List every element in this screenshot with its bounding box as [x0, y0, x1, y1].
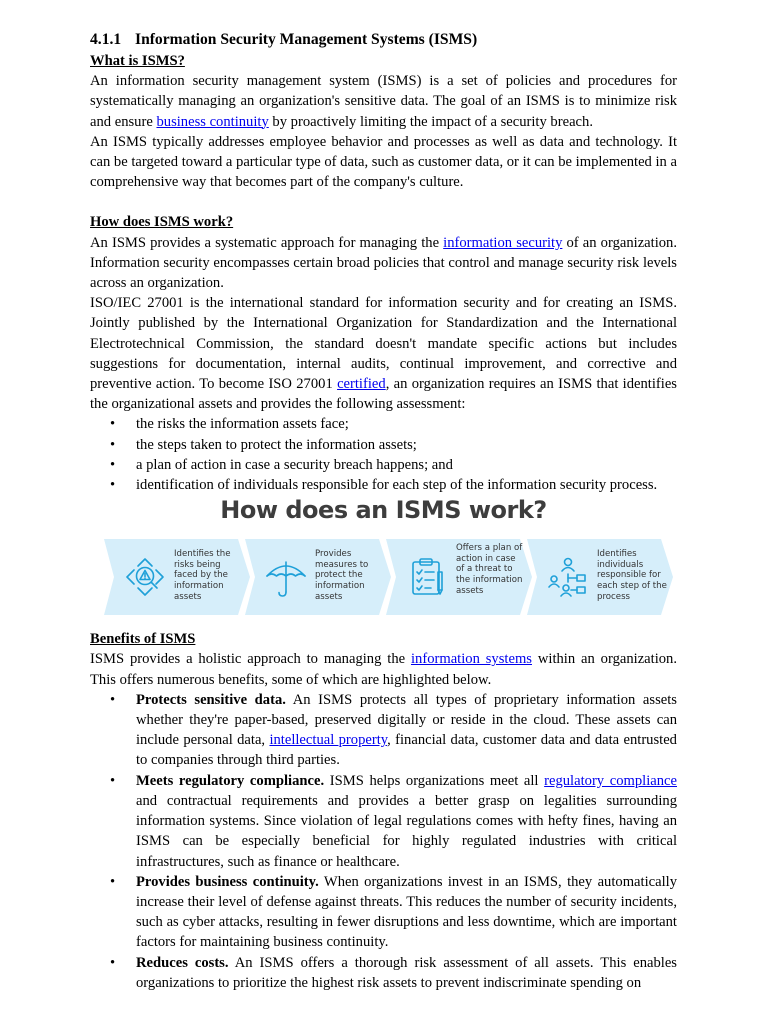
figure-title: How does an ISMS work? [220, 496, 547, 525]
section-heading [90, 30, 677, 50]
figure-step-2 [245, 539, 391, 615]
text-run: ISMS helps organizations meet all [324, 772, 545, 789]
benefits-heading: Benefits of ISMS [90, 631, 196, 648]
text-run: ISMS provides a holistic approach to managing the [90, 651, 411, 668]
figure-steps [104, 539, 674, 615]
text-run: , financial data, customer data and data entrusted to companies through third parties. [136, 732, 677, 769]
text-run: ISO/IEC 27001 is the international standard for information security and for creating an ISMS. Jointly published by the International Organization for Standardization and the International Electrotechnical Commission, the standard doesn't mandate specific actions but includes suggestions for documentation, internal audits, continual improvement, and corrective and preventive action. To become ISO 27001 [90, 295, 677, 393]
list-item [136, 690, 677, 771]
benefit-title: Meets regulatory compliance. [136, 772, 325, 789]
list-item [136, 953, 677, 993]
figure-step-1 [104, 539, 250, 615]
text-run: An ISMS offers a thorough risk assessment of all assets. This enables organizations to prioritize the highest risk assets to prevent indiscriminate spending on [136, 954, 677, 991]
how-does-isms-work-heading: How does ISMS work? [90, 214, 234, 231]
text-run: of an organization. Information security encompasses certain broad policies that control and manage security risk levels across an organization. [90, 234, 677, 292]
list-item: • the risks the information assets face; [136, 414, 677, 434]
benefits-intro [90, 649, 677, 689]
text-run: by proactively limiting the impact of a security breach. [268, 113, 593, 130]
section-title: Information Security Management Systems (ISMS) [135, 31, 478, 48]
figure-step-4 [527, 539, 673, 615]
information-security-link[interactable]: information security [443, 234, 563, 251]
benefit-title: Protects sensitive data. [136, 691, 286, 708]
figure-step-3 [386, 539, 532, 615]
what-is-isms-heading: What is ISMS? [90, 53, 185, 69]
figure-step-text: Identifies individuals responsible for each step of the process [597, 549, 667, 602]
text-run: An ISMS provides a systematic approach for managing the [90, 234, 444, 251]
text-run: An ISMS protects all types of proprietary information assets whether they're paper-based, preserved digitally or reside in the cloud. These assets can include personal data, [136, 691, 677, 749]
business-continuity-link[interactable]: business continuity [156, 113, 269, 130]
list-item: • the steps taken to protect the information assets; [136, 435, 677, 455]
text-run: , an organization requires an ISMS that identifies the organizational assets and provides the following assessment: [90, 376, 677, 413]
benefit-title: Provides business continuity. [136, 873, 319, 890]
warning-magnifier-icon [122, 554, 168, 600]
list-item: • identification of individuals responsible for each step of the information security process. [136, 475, 677, 495]
figure-step-text: Offers a plan of action in case of a threat to the information assets [456, 543, 523, 596]
intellectual-property-link[interactable]: intellectual property [269, 732, 388, 749]
what-paragraph-1 [90, 71, 677, 132]
benefits-list [90, 690, 677, 993]
list-item [136, 771, 677, 872]
section-number: 4.1.1 [90, 31, 122, 48]
certified-link[interactable]: certified [337, 376, 386, 393]
what-paragraph-2: An ISMS typically addresses employee behavior and processes as well as data and technology. It can be targeted toward a particular type of data, such as customer data, or it can be implemented in a comprehensive way that becomes part of the company's culture. [90, 133, 677, 191]
how-paragraph-2 [90, 293, 677, 414]
list-item [136, 872, 677, 953]
regulatory-compliance-link[interactable]: regulatory compliance [544, 772, 677, 789]
list-item: • a plan of action in case a security breach happens; and [136, 455, 677, 475]
assessment-list [90, 414, 677, 495]
umbrella-icon [263, 554, 309, 600]
information-systems-link[interactable]: information systems [410, 651, 532, 668]
isms-work-figure [90, 495, 677, 629]
text-run: When organizations invest in an ISMS, they automatically increase their level of defense against threats. This reduces the number of security incidents, such as cyber attacks, resulting in fewer disruptions and less downtime, which are important factors for maintaining business continuity. [136, 873, 677, 951]
benefit-title: Reduces costs. [136, 954, 229, 971]
document-content [90, 30, 677, 993]
spacer [90, 192, 677, 212]
people-network-icon [545, 554, 591, 600]
text-run: within an organization. This offers numerous benefits, some of which are highlighted below. [90, 651, 678, 688]
figure-step-text: Identifies the risks being faced by the information assets [174, 549, 231, 602]
text-run: An information security management system (ISMS) is a set of policies and procedures for systematically managing an organization's sensitive data. The goal of an ISMS is to minimize risk and ensure [90, 73, 677, 130]
clipboard-checklist-icon [404, 554, 450, 600]
how-paragraph-1 [90, 233, 677, 294]
figure-step-text: Provides measures to protect the information assets [315, 549, 369, 602]
text-run: and contractual requirements and provides a better grasp on legalities surrounding information systems. Since violation of legal regulations comes with hefty fines, having an ISMS can be especially beneficial for highly regulated industries with critical infrastructures, such as finance or healthcare. [136, 792, 677, 870]
